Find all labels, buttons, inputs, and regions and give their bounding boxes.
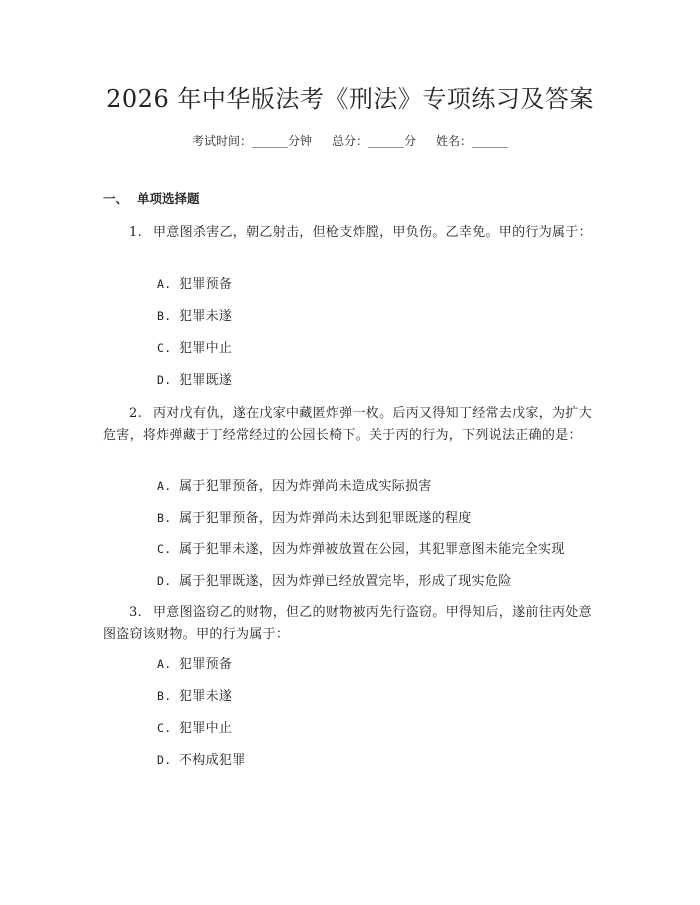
- option-letter: A.: [157, 479, 172, 493]
- question-3-option-a: [157, 654, 607, 675]
- option-letter: B.: [157, 309, 172, 323]
- option-letter: A.: [157, 657, 172, 671]
- question-1-option-b: [157, 306, 607, 327]
- section-label: 单项选择题: [137, 191, 200, 206]
- option-text: 犯罪未遂: [179, 309, 233, 324]
- option-text: 属于犯罪未遂，因为炸弹被放置在公园，其犯罪意图未能完全实现: [179, 542, 565, 557]
- option-letter: A.: [157, 277, 172, 291]
- option-letter: C.: [157, 341, 172, 355]
- total-score-field: 总分：______分: [331, 134, 416, 148]
- question-text: 甲意图盗窃乙的财物，但乙的财物被丙先行盗窃。甲得知后，遂前往丙处意图盗窃该财物。甲的行为属于：: [103, 605, 592, 642]
- question-text: 丙对戊有仇，遂在戊家中藏匿炸弹一枚。后丙又得知丁经常去戊家，为扩大危害，将炸弹藏于丁经常经过的公园长椅下。关于丙的行为，下列说法正确的是：: [103, 406, 592, 443]
- question-1: [103, 222, 600, 244]
- option-text: 不构成犯罪: [179, 753, 246, 768]
- option-letter: C.: [157, 542, 172, 556]
- option-text: 属于犯罪预备，因为炸弹尚未达到犯罪既遂的程度: [179, 511, 472, 526]
- option-text: 犯罪预备: [179, 277, 233, 292]
- option-letter: B.: [157, 689, 172, 703]
- option-letter: D.: [157, 373, 172, 387]
- option-text: 犯罪中止: [179, 721, 233, 736]
- question-2-option-b: [157, 508, 607, 529]
- section-number: 一、: [103, 191, 129, 206]
- option-text: 犯罪既遂: [179, 373, 233, 388]
- option-letter: B.: [157, 511, 172, 525]
- option-text: 属于犯罪预备，因为炸弹尚未造成实际损害: [179, 479, 432, 494]
- option-letter: D.: [157, 574, 172, 588]
- question-1-option-d: [157, 370, 607, 391]
- option-letter: C.: [157, 721, 172, 735]
- question-3-option-d: [157, 750, 607, 771]
- question-text: 甲意图杀害乙，朝乙射击，但枪支炸膛，甲负伤。乙幸免。甲的行为属于：: [153, 225, 592, 240]
- student-name-field: 姓名：______: [436, 134, 509, 148]
- option-text: 属于犯罪既遂，因为炸弹已经放置完毕，形成了现实危险: [179, 574, 512, 589]
- question-3: [103, 602, 600, 646]
- option-text: 犯罪预备: [179, 657, 233, 672]
- exam-time-field: 考试时间：______分钟: [191, 134, 312, 148]
- question-2-option-a: [157, 476, 607, 497]
- section-heading: [103, 189, 200, 209]
- option-text: 犯罪中止: [179, 341, 233, 356]
- option-letter: D.: [157, 753, 172, 767]
- question-number: 3.: [129, 605, 143, 620]
- exam-info-line: [0, 131, 700, 151]
- document-title: 2026 年中华版法考《刑法》专项练习及答案: [106, 85, 594, 113]
- question-2: [103, 403, 600, 447]
- question-3-option-c: [157, 718, 607, 739]
- question-1-option-c: [157, 338, 607, 359]
- question-3-option-b: [157, 686, 607, 707]
- question-2-option-d: [157, 571, 607, 592]
- question-number: 1.: [129, 225, 143, 240]
- option-text: 犯罪未遂: [179, 689, 233, 704]
- question-number: 2.: [129, 406, 143, 421]
- question-1-option-a: [157, 274, 607, 295]
- question-2-option-c: [157, 539, 607, 560]
